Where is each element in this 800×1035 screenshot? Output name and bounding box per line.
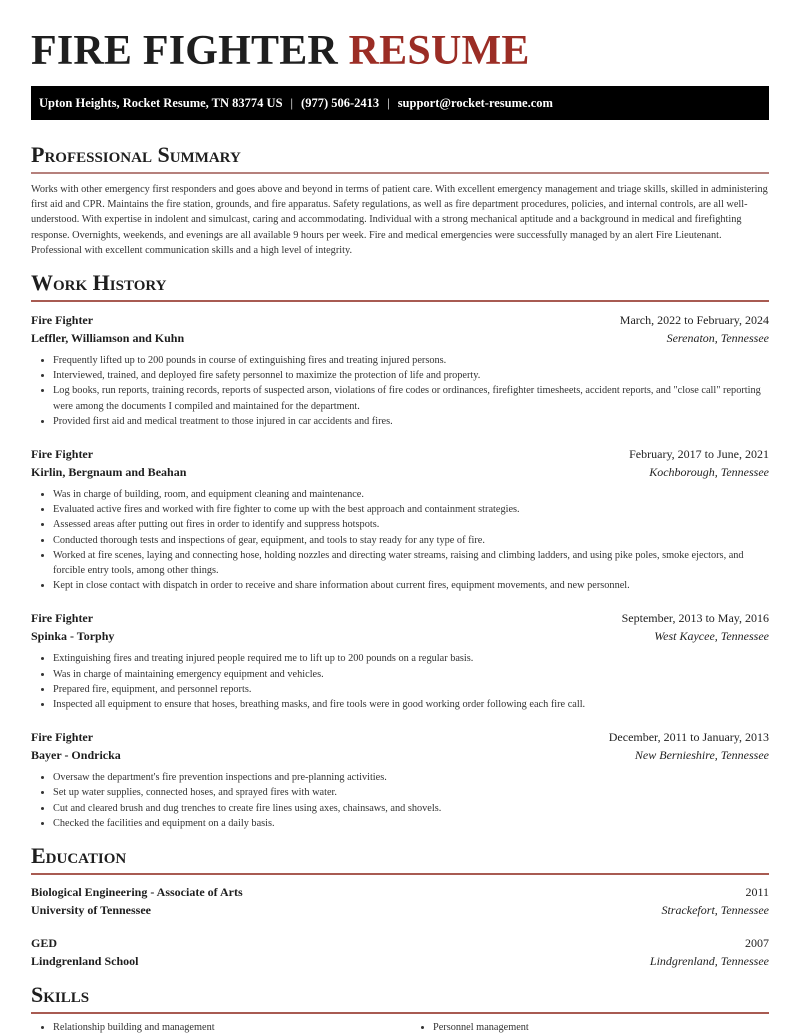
job-dates: December, 2011 to January, 2013 [608, 730, 769, 745]
skills-column-left [31, 1020, 389, 1035]
summary-text: Works with other emergency first responders and goes above and beyond in terms of patient care. With excellent emergency management and triage skills, skilled in administering first aid and CPR. Maintains the fire station, grounds, and fire apparatus. Safety regulations, as well as fire department procedures, policies, and internal controls, are all well-understood. With expertise in indolent and simulcast, caring and accommodating. Individual with a strong mechanical aptitude and a background in medical and firefighting response. Overnights, weekends, and evenings are all available 9 hours per week. Fire and medical emergencies were successfully managed by an alert Fire Lieutenant. Professional with excellent communication skills and a high level of integrity. [31, 184, 768, 256]
bullet-item: • Prepared fire, equipment, and personnel reports. [53, 682, 769, 697]
bullet-item: • Oversaw the department's fire prevention inspections and pre-planning activities. [53, 770, 769, 785]
bullet-item: • Kept in close contact with dispatch in order to receive and share information about current fires, equipment movements, and new personnel. [53, 578, 769, 593]
job-location: West Kaycee, Tennessee [654, 628, 769, 643]
education-year: 2011 [745, 885, 769, 900]
job-company: Leffler, Williamson and Kuhn [31, 330, 185, 345]
job-entry [31, 729, 769, 831]
section-divider [31, 300, 769, 302]
education-entry [31, 884, 769, 919]
job-bullets [31, 353, 769, 429]
job-entry [31, 446, 769, 593]
bullet-item: • Was in charge of maintaining emergency equipment and vehicles. [53, 667, 769, 682]
title-accent: RESUME [348, 28, 530, 74]
contact-bar [31, 86, 769, 120]
education-location: Strackefort, Tennessee [661, 902, 769, 917]
skill-item: • Personnel management [433, 1020, 769, 1035]
section-heading-education: Education [31, 843, 127, 869]
education-degree: Biological Engineering - Associate of Arts [31, 885, 243, 900]
job-company: Spinka - Torphy [31, 628, 115, 643]
skill-item: • Relationship building and management [53, 1020, 389, 1035]
education-entry [31, 935, 769, 970]
skills-list [31, 1020, 769, 1035]
job-dates: March, 2022 to February, 2024 [619, 313, 769, 328]
education-school: Lindgrenland School [31, 953, 139, 968]
bullet-item: • Interviewed, trained, and deployed fire safety personnel to maximize the protection of life and property. [53, 368, 769, 383]
job-location: Kochborough, Tennessee [649, 464, 769, 479]
bullet-item: • Set up water supplies, connected hoses, and sprayed fires with water. [53, 785, 769, 800]
title-main: FIRE FIGHTER [31, 28, 338, 74]
bullet-item: • Evaluated active fires and worked with fire fighter to come up with the best approach and containment strategies. [53, 502, 769, 517]
contact-separator: | [387, 95, 390, 110]
resume-title [31, 0, 769, 74]
contact-phone[interactable]: (977) 506-2413 [301, 95, 380, 110]
bullet-item: • Inspected all equipment to ensure that hoses, breathing masks, and fire tools were in good working order following each fire call. [53, 697, 769, 712]
skills-column-right [389, 1020, 769, 1035]
bullet-item: • Checked the facilities and equipment on a daily basis. [53, 816, 769, 831]
section-heading-skills: Skills [31, 982, 90, 1008]
job-dates: February, 2017 to June, 2021 [629, 447, 769, 462]
contact-separator: | [290, 95, 294, 110]
bullet-item: • Worked at fire scenes, laying and connecting hose, holding nozzles and directing water streams, raising and climbing ladders, and using pike poles, smoke ejectors, and forcible entry tools, among other things. [53, 548, 769, 578]
contact-email[interactable]: support@rocket-resume.com [397, 95, 553, 110]
job-entry [31, 610, 769, 712]
section-divider [31, 172, 769, 174]
job-bullets [31, 770, 769, 831]
job-title: Fire Fighter [31, 447, 94, 462]
bullet-item: • Conducted thorough tests and inspections of gear, equipment, and tools to stay ready for any type of fire. [53, 533, 769, 548]
section-divider [31, 873, 769, 875]
job-bullets [31, 487, 769, 593]
education-year: 2007 [745, 936, 769, 951]
contact-address: Upton Heights, Rocket Resume, TN 83774 US [39, 95, 283, 110]
section-heading-work-history: Work History [31, 270, 167, 296]
bullet-item: • Log books, run reports, training records, reports of suspected arson, violations of fire codes or ordinances, firefighter timesheets, accident reports, and "close call" reporting were among the documents I compiled and maintained for the department. [53, 383, 769, 413]
bullet-item: • Assessed areas after putting out fires in order to identify and suppress hotspots. [53, 517, 769, 532]
section-heading-summary: Professional Summary [31, 142, 241, 167]
education-location: Lindgrenland, Tennessee [649, 953, 769, 968]
education-degree: GED [31, 936, 58, 951]
education-school: University of Tennessee [31, 902, 151, 917]
job-company: Kirlin, Bergnaum and Beahan [31, 464, 187, 479]
job-entry [31, 312, 769, 429]
job-company: Bayer - Ondricka [31, 747, 121, 762]
bullet-item: • Extinguishing fires and treating injured people required me to lift up to 200 pounds on a regular basis. [53, 651, 769, 666]
job-title: Fire Fighter [31, 730, 94, 745]
bullet-item: • Provided first aid and medical treatment to those injured in car accidents and fires. [53, 414, 769, 429]
bullet-item: • Frequently lifted up to 200 pounds in course of extinguishing fires and treating injured persons. [53, 353, 769, 368]
job-location: Serenaton, Tennessee [666, 330, 769, 345]
job-title: Fire Fighter [31, 611, 94, 626]
bullet-item: • Was in charge of building, room, and equipment cleaning and maintenance. [53, 487, 769, 502]
section-divider [31, 1012, 769, 1014]
job-dates: September, 2013 to May, 2016 [621, 611, 769, 626]
job-title: Fire Fighter [31, 313, 94, 328]
job-location: New Bernieshire, Tennessee [634, 747, 769, 762]
job-bullets [31, 651, 769, 712]
bullet-item: • Cut and cleared brush and dug trenches to create fire lines using axes, chainsaws, and shovels. [53, 801, 769, 816]
